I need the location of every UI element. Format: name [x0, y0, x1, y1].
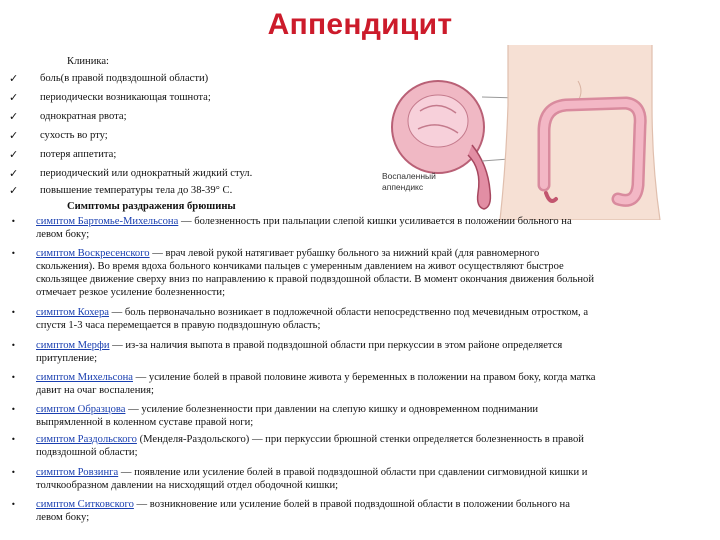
clinic-item: периодический или однократный жидкий стул. [40, 168, 253, 179]
check-icon: ✓ [9, 72, 19, 85]
bullet-icon: • [11, 435, 16, 444]
symptom-text: толчкообразном давлении на нисходящий отдел ободочной кишки; [36, 480, 339, 491]
check-icon: ✓ [9, 91, 19, 104]
clinic-item: сухость во рту; [40, 130, 108, 141]
check-icon: ✓ [9, 167, 19, 180]
symptom-link[interactable]: симптом Раздольского [36, 434, 137, 445]
illustration-label-line2: аппендикс [382, 182, 424, 192]
clinic-item: однократная рвота; [40, 111, 127, 122]
clinic-item: повышение температуры тела до 38-39° С. [40, 185, 233, 196]
symptom-link[interactable]: симптом Воскресенского [36, 248, 150, 259]
bullet-icon: • [11, 249, 16, 258]
symptom-item: симптом Кохера — боль первоначально возникает в подложечной области непосредственно под мечевидным отростком, а [36, 307, 589, 318]
bullet-icon: • [11, 217, 16, 226]
symptom-text: скольжения). Во время вдоха больного кончиками пальцев с умеренным давлением на живот осуществляют быстрое [36, 261, 564, 272]
symptom-item: симптом Бартомье-Михельсона — болезненность при пальпации слепой кишки усиливается в положении больного на [36, 216, 572, 227]
clinic-item: потеря аппетита; [40, 149, 117, 160]
check-icon: ✓ [9, 184, 19, 197]
check-icon: ✓ [9, 129, 19, 142]
bullet-icon: • [11, 308, 16, 317]
symptom-item: симптом Ровзинга — появление или усиление болей в правой подвздошной области при сдавлении сигмовидной кишки и [36, 467, 588, 478]
symptom-text: отмечает резкое усиление болезненности; [36, 287, 226, 298]
bullet-icon: • [11, 405, 16, 414]
check-icon: ✓ [9, 110, 19, 123]
symptom-text: давит на очаг воспаления; [36, 385, 154, 396]
symptom-item: симптом Михельсона — усиление болей в правой половине живота у беременных в положении на правом боку, когда матка [36, 372, 596, 383]
appendicitis-illustration [360, 45, 690, 220]
symptom-item: симптом Воскресенского — врач левой рукой натягивает рубашку больного за нижний край (для равномерного [36, 248, 540, 259]
bullet-icon: • [11, 500, 16, 509]
symptom-link[interactable]: симптом Михельсона [36, 372, 133, 383]
symptom-item: симптом Образцова — усиление болезненности при давлении на слепую кишку и одновременном поднимании [36, 404, 539, 415]
check-icon: ✓ [9, 148, 19, 161]
symptom-item: симптом Раздольского (Менделя-Раздольского) — при перкуссии брюшной стенки определяется болезненность в правой [36, 434, 584, 445]
clinic-item: периодически возникающая тошнота; [40, 92, 211, 103]
clinic-item: боль(в правой подвздошной области) [40, 73, 209, 84]
bullet-icon: • [11, 468, 16, 477]
symptom-text: левом боку; [36, 512, 90, 523]
symptom-text: скользящее движение сверху вниз по направлению к правой подвздошной области. В момент окончания движения больной [36, 274, 595, 285]
symptom-text: подвздошной области; [36, 447, 138, 458]
symptom-link[interactable]: симптом Ситковского [36, 499, 134, 510]
clinic-heading: Клиника: [67, 56, 109, 67]
symptom-item: симптом Ситковского — возникновение или усиление болей в правой подвздошной области в положении больного на [36, 499, 570, 510]
symptom-text: притупление; [36, 353, 98, 364]
symptom-item: симптом Мерфи — из-за наличия выпота в правой подвздошной области при перкуссии в этом районе определяется [36, 340, 563, 351]
symptom-link[interactable]: симптом Образцова [36, 404, 126, 415]
bullet-icon: • [11, 373, 16, 382]
symptom-link[interactable]: симптом Бартомье-Михельсона [36, 216, 179, 227]
symptom-link[interactable]: симптом Мерфи [36, 340, 110, 351]
illustration-label-line1: Воспаленный [382, 171, 436, 181]
symptom-link[interactable]: симптом Кохера [36, 307, 109, 318]
symptom-text: левом боку; [36, 229, 90, 240]
bullet-icon: • [11, 341, 16, 350]
symptom-link[interactable]: симптом Ровзинга [36, 467, 119, 478]
symptom-text: спустя 1-3 часа перемещается в правую подвздошную область; [36, 320, 321, 331]
page-title: Аппендицит [267, 8, 453, 41]
peritoneum-heading: Симптомы раздражения брюшины [67, 201, 236, 212]
symptom-text: выпрямленной в коленном суставе правой ноги; [36, 417, 254, 428]
